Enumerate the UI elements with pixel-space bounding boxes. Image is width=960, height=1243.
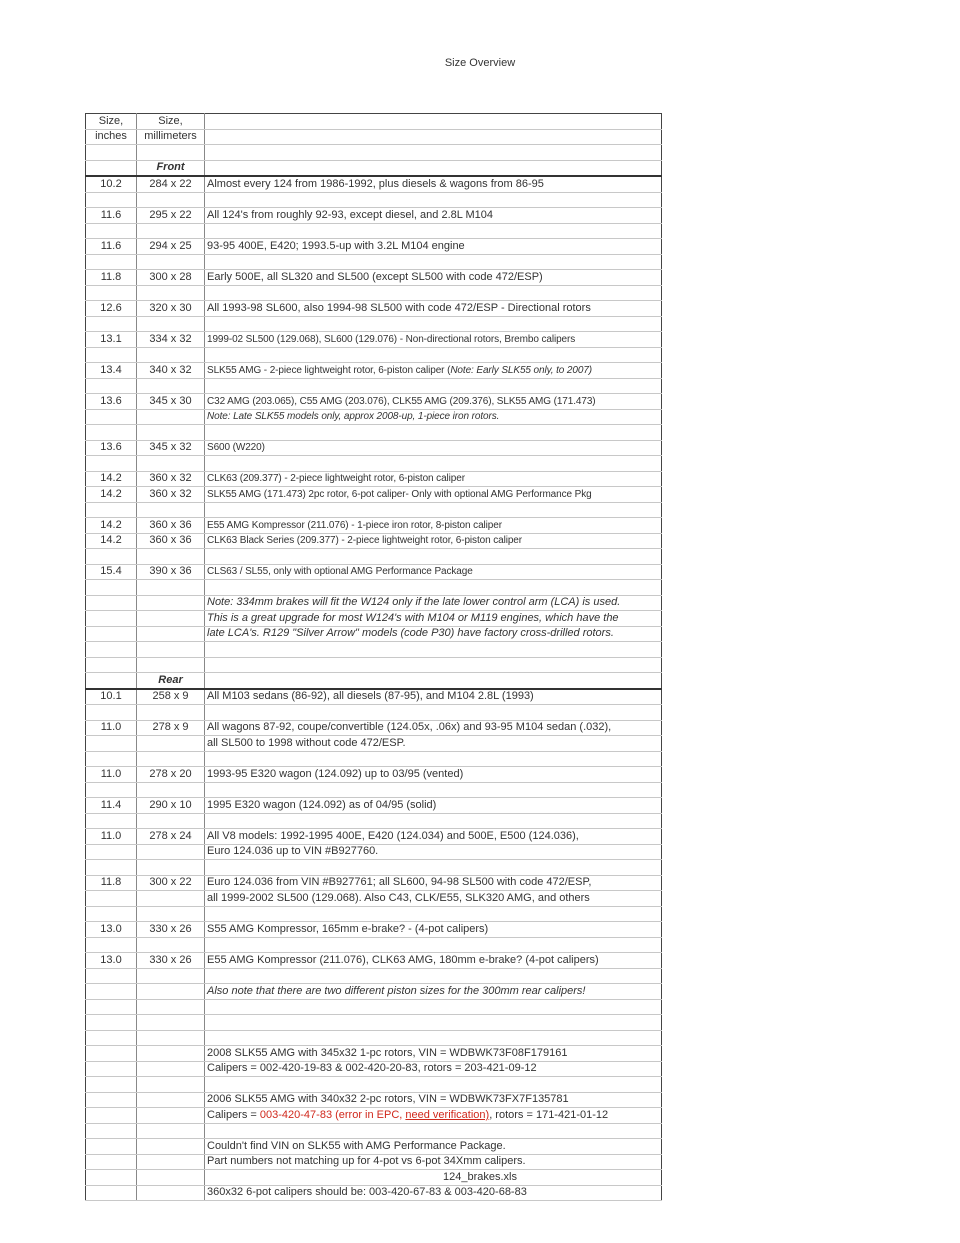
size-inches-cell xyxy=(86,1108,137,1124)
size-inches-cell xyxy=(86,860,137,876)
size-mm-cell: Rear xyxy=(137,673,205,689)
blank-row xyxy=(86,999,662,1015)
description-cell xyxy=(205,254,662,270)
size-inches-cell: 11.0 xyxy=(86,829,137,845)
slk-2006-row xyxy=(86,1108,662,1124)
description-cell xyxy=(205,782,662,798)
size-inches-cell xyxy=(86,984,137,1000)
brake-row xyxy=(86,301,662,317)
description-cell: S600 (W220) xyxy=(205,440,662,456)
description-cell xyxy=(205,1108,662,1124)
size-inches-cell xyxy=(86,999,137,1015)
blank-row xyxy=(86,316,662,332)
size-inches-cell: 14.2 xyxy=(86,533,137,549)
blank-row xyxy=(86,145,662,161)
brake-row xyxy=(86,270,662,286)
brake-size-table xyxy=(85,113,662,1201)
size-inches-cell: 11.6 xyxy=(86,208,137,224)
size-mm-cell: 300 x 28 xyxy=(137,270,205,286)
size-inches-cell: 11.0 xyxy=(86,720,137,736)
size-mm-cell xyxy=(137,425,205,441)
size-inches-cell xyxy=(86,549,137,565)
blank-row xyxy=(86,968,662,984)
blank-row xyxy=(86,705,662,721)
size-mm-cell: 360 x 36 xyxy=(137,518,205,534)
description-cell xyxy=(205,114,662,130)
brake-row xyxy=(86,564,662,580)
size-inches-cell: 15.4 xyxy=(86,564,137,580)
blank-row xyxy=(86,860,662,876)
description-cell: This is a great upgrade for most W124's with M104 or M119 engines, which have the xyxy=(205,611,662,627)
brake-row-cont xyxy=(86,844,662,860)
size-inches-cell xyxy=(86,595,137,611)
size-mm-cell xyxy=(137,844,205,860)
text-span: , rotors = 171-421-01-12 xyxy=(489,1108,609,1121)
blank-row xyxy=(86,1030,662,1046)
size-inches-cell xyxy=(86,409,137,425)
size-mm-cell xyxy=(137,1046,205,1062)
size-inches-cell xyxy=(86,657,137,673)
size-inches-cell xyxy=(86,626,137,642)
column-header-row xyxy=(86,129,662,145)
size-mm-cell xyxy=(137,1139,205,1155)
brake-row xyxy=(86,953,662,969)
description-cell xyxy=(205,363,662,379)
size-inches-cell: 12.6 xyxy=(86,301,137,317)
size-mm-cell xyxy=(137,751,205,767)
size-mm-cell xyxy=(137,595,205,611)
size-mm-cell: 295 x 22 xyxy=(137,208,205,224)
size-mm-cell: 284 x 22 xyxy=(137,176,205,192)
brake-row-cont xyxy=(86,736,662,752)
size-mm-cell: 345 x 30 xyxy=(137,394,205,410)
size-mm-cell: 278 x 20 xyxy=(137,767,205,783)
brake-row xyxy=(86,471,662,487)
size-mm-cell xyxy=(137,409,205,425)
size-mm-cell: 294 x 25 xyxy=(137,239,205,255)
section-label-front xyxy=(86,160,662,176)
description-cell: Calipers = 002-420-19-83 & 002-420-20-83, rotors = 203-421-09-12 xyxy=(205,1061,662,1077)
size-inches-cell: 11.4 xyxy=(86,798,137,814)
text-span: SLK55 AMG - 2-piece lightweight rotor, 6-piston caliper ( xyxy=(207,364,451,376)
note-span: Note: Early SLK55 only, to 2007) xyxy=(450,364,593,376)
size-mm-cell: 360 x 32 xyxy=(137,471,205,487)
description-cell: all 1999-2002 SL500 (129.068). Also C43, CLK/E55, SLK320 AMG, and others xyxy=(205,891,662,907)
description-cell xyxy=(205,657,662,673)
description-cell xyxy=(205,425,662,441)
brake-row xyxy=(86,239,662,255)
slk-2008-row xyxy=(86,1046,662,1062)
size-mm-cell xyxy=(137,192,205,208)
size-inches-cell xyxy=(86,347,137,363)
description-cell xyxy=(205,705,662,721)
size-inches-cell: 11.8 xyxy=(86,875,137,891)
description-cell: Couldn't find VIN on SLK55 with AMG Performance Package. xyxy=(205,1139,662,1155)
size-inches-cell: 14.2 xyxy=(86,487,137,503)
size-mm-cell xyxy=(137,347,205,363)
size-mm-cell: Size, xyxy=(137,114,205,130)
blank-row xyxy=(86,813,662,829)
description-cell: Note: 334mm brakes will fit the W124 only if the late lower control arm (LCA) is used. xyxy=(205,595,662,611)
size-mm-cell xyxy=(137,502,205,518)
blank-row xyxy=(86,192,662,208)
description-cell: Almost every 124 from 1986-1992, plus diesels & wagons from 86-95 xyxy=(205,176,662,192)
size-mm-cell: 278 x 24 xyxy=(137,829,205,845)
size-mm-cell xyxy=(137,316,205,332)
brake-row xyxy=(86,798,662,814)
front-note-row xyxy=(86,595,662,611)
size-inches-cell xyxy=(86,813,137,829)
size-inches-cell xyxy=(86,160,137,176)
description-cell: All M103 sedans (86-92), all diesels (87-95), and M104 2.8L (1993) xyxy=(205,689,662,705)
slk-2006-row xyxy=(86,1092,662,1108)
size-inches-cell xyxy=(86,1061,137,1077)
brake-row xyxy=(86,332,662,348)
size-inches-cell xyxy=(86,891,137,907)
blank-row xyxy=(86,657,662,673)
size-mm-cell xyxy=(137,1015,205,1031)
description-cell: E55 AMG Kompressor (211.076), CLK63 AMG, 180mm e-brake? (4-pot calipers) xyxy=(205,953,662,969)
blank-row xyxy=(86,1077,662,1093)
size-inches-cell xyxy=(86,254,137,270)
description-cell: late LCA's. R129 "Silver Arrow" models (code P30) have factory cross-drilled rotors. xyxy=(205,626,662,642)
size-inches-cell xyxy=(86,968,137,984)
description-cell: S55 AMG Kompressor, 165mm e-brake? - (4-pot calipers) xyxy=(205,922,662,938)
description-cell: Note: Late SLK55 models only, approx 2008-up, 1-piece iron rotors. xyxy=(205,409,662,425)
description-cell: SLK55 AMG (171.473) 2pc rotor, 6-pot caliper- Only with optional AMG Performance Pkg xyxy=(205,487,662,503)
description-cell: Early 500E, all SL320 and SL500 (except SL500 with code 472/ESP) xyxy=(205,270,662,286)
size-mm-cell: 258 x 9 xyxy=(137,689,205,705)
description-cell xyxy=(205,347,662,363)
brake-row xyxy=(86,689,662,705)
description-cell xyxy=(205,1123,662,1139)
size-mm-cell: 300 x 22 xyxy=(137,875,205,891)
blank-row xyxy=(86,425,662,441)
blank-row xyxy=(86,642,662,658)
size-inches-cell xyxy=(86,1154,137,1170)
description-cell xyxy=(205,378,662,394)
size-inches-cell: inches xyxy=(86,129,137,145)
note-row xyxy=(86,409,662,425)
size-mm-cell xyxy=(137,626,205,642)
size-mm-cell xyxy=(137,642,205,658)
description-cell xyxy=(205,160,662,176)
size-inches-cell xyxy=(86,145,137,161)
size-inches-cell: 11.8 xyxy=(86,270,137,286)
description-cell xyxy=(205,999,662,1015)
brake-row xyxy=(86,720,662,736)
brake-row xyxy=(86,533,662,549)
rear-note-row xyxy=(86,984,662,1000)
size-mm-cell: Front xyxy=(137,160,205,176)
size-inches-cell xyxy=(86,1077,137,1093)
size-mm-cell xyxy=(137,782,205,798)
size-inches-cell xyxy=(86,1092,137,1108)
size-mm-cell xyxy=(137,1154,205,1170)
description-cell: Euro 124.036 from VIN #B927761; all SL600, 94-98 SL500 with code 472/ESP, xyxy=(205,875,662,891)
description-cell: E55 AMG Kompressor (211.076) - 1-piece iron rotor, 8-piston caliper xyxy=(205,518,662,534)
section-label-rear xyxy=(86,673,662,689)
size-mm-cell: 334 x 32 xyxy=(137,332,205,348)
size-mm-cell xyxy=(137,1185,205,1201)
size-mm-cell xyxy=(137,860,205,876)
size-inches-cell xyxy=(86,1185,137,1201)
brake-row xyxy=(86,394,662,410)
slk-2008-row xyxy=(86,1061,662,1077)
description-cell: Also note that there are two different piston sizes for the 300mm rear calipers! xyxy=(205,984,662,1000)
size-inches-cell xyxy=(86,1123,137,1139)
size-mm-cell xyxy=(137,1061,205,1077)
size-mm-cell xyxy=(137,378,205,394)
description-cell xyxy=(205,580,662,596)
description-cell: 2006 SLK55 AMG with 340x32 2-pc rotors, VIN = WDBWK73FX7F135781 xyxy=(205,1092,662,1108)
blank-row xyxy=(86,502,662,518)
blank-row xyxy=(86,223,662,239)
front-note-row xyxy=(86,626,662,642)
size-mm-cell xyxy=(137,611,205,627)
description-cell xyxy=(205,937,662,953)
size-inches-cell: 11.0 xyxy=(86,767,137,783)
description-cell: Euro 124.036 up to VIN #B927760. xyxy=(205,844,662,860)
blank-row xyxy=(86,456,662,472)
brake-row xyxy=(86,363,662,379)
brake-row xyxy=(86,767,662,783)
size-inches-cell xyxy=(86,285,137,301)
description-cell: All wagons 87-92, coupe/convertible (124.05x, .06x) and 93-95 M104 sedan (.032), xyxy=(205,720,662,736)
size-mm-cell xyxy=(137,145,205,161)
size-inches-cell: 10.1 xyxy=(86,689,137,705)
description-cell xyxy=(205,813,662,829)
description-cell xyxy=(205,1077,662,1093)
description-cell xyxy=(205,906,662,922)
size-mm-cell: 360 x 32 xyxy=(137,487,205,503)
description-cell xyxy=(205,129,662,145)
blank-row xyxy=(86,254,662,270)
brake-row xyxy=(86,487,662,503)
description-cell: 1999-02 SL500 (129.068), SL600 (129.076) - Non-directional rotors, Brembo calipers xyxy=(205,332,662,348)
size-inches-cell xyxy=(86,782,137,798)
description-cell xyxy=(205,968,662,984)
blank-row xyxy=(86,580,662,596)
description-cell: C32 AMG (203.065), C55 AMG (203.076), CLK55 AMG (209.376), SLK55 AMG (171.473) xyxy=(205,394,662,410)
size-inches-cell xyxy=(86,736,137,752)
blank-row xyxy=(86,285,662,301)
size-mm-cell xyxy=(137,891,205,907)
size-mm-cell: 278 x 9 xyxy=(137,720,205,736)
size-mm-cell xyxy=(137,1123,205,1139)
size-inches-cell: Size, xyxy=(86,114,137,130)
size-mm-cell: 340 x 32 xyxy=(137,363,205,379)
size-inches-cell xyxy=(86,378,137,394)
description-cell xyxy=(205,192,662,208)
size-mm-cell xyxy=(137,285,205,301)
size-mm-cell xyxy=(137,937,205,953)
description-cell: 360x32 6-pot calipers should be: 003-420-67-83 & 003-420-68-83 xyxy=(205,1185,662,1201)
description-cell xyxy=(205,860,662,876)
blank-row xyxy=(86,1123,662,1139)
description-cell: CLK63 (209.377) - 2-piece lightweight rotor, 6-piston caliper xyxy=(205,471,662,487)
description-cell: CLK63 Black Series (209.377) - 2-piece lightweight rotor, 6-piston caliper xyxy=(205,533,662,549)
red-part-number: 003-420-47-83 (error in EPC, xyxy=(259,1108,406,1121)
description-cell: All 1993-98 SL600, also 1994-98 SL500 with code 472/ESP - Directional rotors xyxy=(205,301,662,317)
description-cell xyxy=(205,1015,662,1031)
description-cell xyxy=(205,549,662,565)
blank-row xyxy=(86,549,662,565)
blank-row xyxy=(86,782,662,798)
size-mm-cell xyxy=(137,223,205,239)
blank-row xyxy=(86,1015,662,1031)
description-cell xyxy=(205,145,662,161)
size-inches-cell xyxy=(86,502,137,518)
size-mm-cell xyxy=(137,1108,205,1124)
description-cell: CLS63 / SL55, only with optional AMG Performance Package xyxy=(205,564,662,580)
size-mm-cell xyxy=(137,1077,205,1093)
size-inches-cell xyxy=(86,705,137,721)
blank-row xyxy=(86,347,662,363)
size-mm-cell xyxy=(137,999,205,1015)
brake-row xyxy=(86,829,662,845)
description-cell: All 124's from roughly 92-93, except diesel, and 2.8L M104 xyxy=(205,208,662,224)
brake-row xyxy=(86,875,662,891)
description-cell: 1993-95 E320 wagon (124.092) up to 03/95 (vented) xyxy=(205,767,662,783)
size-inches-cell xyxy=(86,844,137,860)
size-inches-cell: 13.0 xyxy=(86,953,137,969)
description-cell xyxy=(205,456,662,472)
blank-row xyxy=(86,378,662,394)
final-row xyxy=(86,1185,662,1201)
size-mm-cell: millimeters xyxy=(137,129,205,145)
size-mm-cell: 390 x 36 xyxy=(137,564,205,580)
size-inches-cell: 13.0 xyxy=(86,922,137,938)
page-footer: 124_brakes.xls xyxy=(443,1171,517,1183)
brake-row xyxy=(86,176,662,192)
brake-row xyxy=(86,922,662,938)
size-inches-cell xyxy=(86,1046,137,1062)
size-mm-cell xyxy=(137,254,205,270)
size-mm-cell: 330 x 26 xyxy=(137,922,205,938)
size-inches-cell xyxy=(86,1030,137,1046)
size-inches-cell xyxy=(86,611,137,627)
size-inches-cell: 13.1 xyxy=(86,332,137,348)
description-cell xyxy=(205,1030,662,1046)
description-cell xyxy=(205,642,662,658)
blank-row xyxy=(86,937,662,953)
description-cell xyxy=(205,673,662,689)
size-mm-cell xyxy=(137,1092,205,1108)
description-cell xyxy=(205,502,662,518)
size-mm-cell: 320 x 30 xyxy=(137,301,205,317)
size-inches-cell xyxy=(86,456,137,472)
description-cell xyxy=(205,316,662,332)
front-note-row xyxy=(86,611,662,627)
brake-row xyxy=(86,208,662,224)
vin-note-row xyxy=(86,1139,662,1155)
size-mm-cell: 290 x 10 xyxy=(137,798,205,814)
size-inches-cell xyxy=(86,425,137,441)
description-cell xyxy=(205,223,662,239)
size-inches-cell xyxy=(86,223,137,239)
size-mm-cell: 330 x 26 xyxy=(137,953,205,969)
size-mm-cell xyxy=(137,968,205,984)
verification-note: need verification) xyxy=(405,1108,490,1121)
size-inches-cell: 11.6 xyxy=(86,239,137,255)
size-inches-cell: 13.6 xyxy=(86,394,137,410)
size-mm-cell xyxy=(137,736,205,752)
vin-note-row xyxy=(86,1154,662,1170)
brake-row-cont xyxy=(86,891,662,907)
size-inches-cell xyxy=(86,906,137,922)
description-cell: 2008 SLK55 AMG with 345x32 1-pc rotors, VIN = WDBWK73F08F179161 xyxy=(205,1046,662,1062)
size-mm-cell xyxy=(137,580,205,596)
description-cell: Part numbers not matching up for 4-pot vs 6-pot 34Xmm calipers. xyxy=(205,1154,662,1170)
description-cell xyxy=(205,285,662,301)
size-mm-cell xyxy=(137,549,205,565)
size-inches-cell xyxy=(86,1139,137,1155)
description-cell: 1995 E320 wagon (124.092) as of 04/95 (solid) xyxy=(205,798,662,814)
description-cell: All V8 models: 1992-1995 400E, E420 (124.034) and 500E, E500 (124.036), xyxy=(205,829,662,845)
blank-row xyxy=(86,751,662,767)
brake-row xyxy=(86,440,662,456)
column-header-row xyxy=(86,114,662,130)
size-mm-cell xyxy=(137,984,205,1000)
size-inches-cell: 14.2 xyxy=(86,471,137,487)
size-mm-cell xyxy=(137,456,205,472)
size-mm-cell: 345 x 32 xyxy=(137,440,205,456)
size-inches-cell xyxy=(86,1015,137,1031)
size-inches-cell xyxy=(86,673,137,689)
size-inches-cell xyxy=(86,937,137,953)
size-inches-cell xyxy=(86,751,137,767)
size-inches-cell: 13.6 xyxy=(86,440,137,456)
size-inches-cell xyxy=(86,580,137,596)
size-mm-cell xyxy=(137,705,205,721)
description-cell: 93-95 400E, E420; 1993.5-up with 3.2L M104 engine xyxy=(205,239,662,255)
size-inches-cell: 10.2 xyxy=(86,176,137,192)
description-cell xyxy=(205,751,662,767)
size-mm-cell: 360 x 36 xyxy=(137,533,205,549)
page-header: Size Overview xyxy=(444,57,516,69)
size-inches-cell xyxy=(86,316,137,332)
size-mm-cell xyxy=(137,813,205,829)
size-mm-cell xyxy=(137,1030,205,1046)
text-span: Calipers = xyxy=(207,1108,260,1121)
brake-row xyxy=(86,518,662,534)
size-mm-cell xyxy=(137,906,205,922)
size-mm-cell xyxy=(137,657,205,673)
size-inches-cell: 14.2 xyxy=(86,518,137,534)
blank-row xyxy=(86,906,662,922)
size-inches-cell xyxy=(86,642,137,658)
size-inches-cell xyxy=(86,192,137,208)
size-inches-cell: 13.4 xyxy=(86,363,137,379)
description-cell: all SL500 to 1998 without code 472/ESP. xyxy=(205,736,662,752)
